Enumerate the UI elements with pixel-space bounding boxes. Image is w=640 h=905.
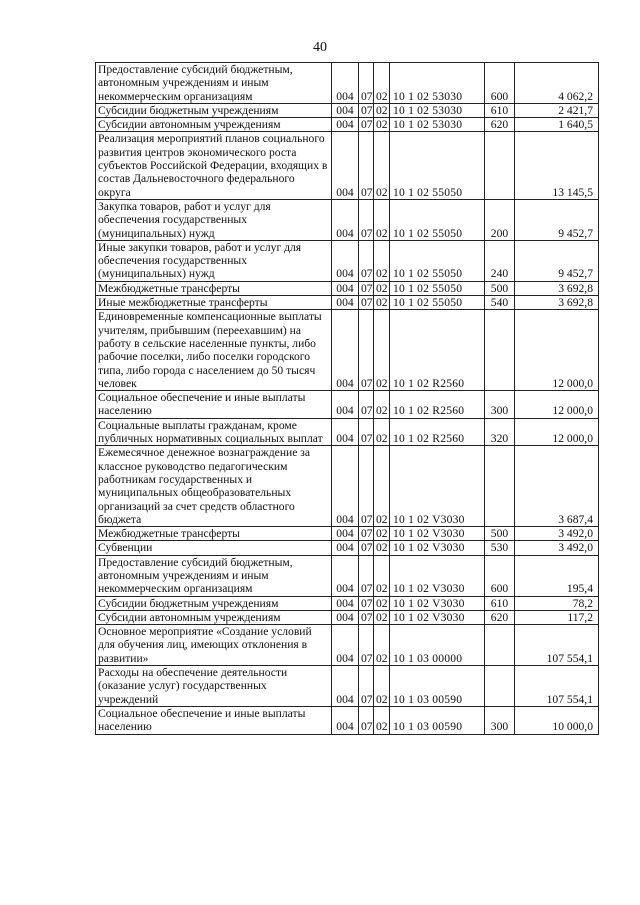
expense-type-code — [485, 625, 515, 666]
budget-table — [95, 62, 599, 735]
target-code: 10 1 02 R2560 — [390, 418, 485, 446]
section-code: 07 — [359, 446, 374, 527]
row-name: Межбюджетные трансферты — [96, 281, 332, 295]
target-code: 10 1 03 00000 — [390, 625, 485, 666]
amount: 195,4 — [515, 555, 599, 596]
ministry-code: 004 — [332, 527, 359, 541]
section-code: 07 — [359, 527, 374, 541]
ministry-code: 004 — [332, 310, 359, 391]
expense-type-code — [485, 132, 515, 199]
target-code: 10 1 03 00590 — [390, 666, 485, 707]
expense-type-code: 620 — [485, 610, 515, 624]
section-code: 07 — [359, 625, 374, 666]
expense-type-code: 600 — [485, 63, 515, 104]
table-row — [96, 310, 599, 391]
section-code: 07 — [359, 391, 374, 419]
expense-type-code: 620 — [485, 118, 515, 132]
expense-type-code: 240 — [485, 240, 515, 281]
table-row — [96, 103, 599, 117]
table-row — [96, 240, 599, 281]
amount: 107 554,1 — [515, 625, 599, 666]
section-code: 07 — [359, 418, 374, 446]
row-name: Предоставление субсидий бюджетным, автономным учреждениям и иным некоммерческим организациям — [96, 63, 332, 104]
table-row — [96, 391, 599, 419]
amount: 9 452,7 — [515, 240, 599, 281]
row-name: Субвенции — [96, 541, 332, 555]
target-code: 10 1 02 55050 — [390, 132, 485, 199]
target-code: 10 1 02 V3030 — [390, 610, 485, 624]
amount: 1 640,5 — [515, 118, 599, 132]
subsection-code: 02 — [374, 132, 390, 199]
row-name: Ежемесячное денежное вознаграждение за классное руководство педагогическим работникам государственных и муниципальных общеобразовательных организаций за счет средств областного бюджета — [96, 446, 332, 527]
row-name: Социальное обеспечение и иные выплаты населению — [96, 706, 332, 734]
expense-type-code: 300 — [485, 706, 515, 734]
expense-type-code: 610 — [485, 103, 515, 117]
row-name: Реализация мероприятий планов социального развития центров экономического роста субъектов Российской Федерации, входящих в состав Дальневосточного федерального округа — [96, 132, 332, 199]
row-name: Межбюджетные трансферты — [96, 527, 332, 541]
section-code: 07 — [359, 555, 374, 596]
section-code: 07 — [359, 103, 374, 117]
target-code: 10 1 02 V3030 — [390, 596, 485, 610]
row-name: Социальные выплаты гражданам, кроме публичных нормативных социальных выплат — [96, 418, 332, 446]
target-code: 10 1 02 53030 — [390, 63, 485, 104]
ministry-code: 004 — [332, 391, 359, 419]
amount: 10 000,0 — [515, 706, 599, 734]
amount: 117,2 — [515, 610, 599, 624]
table-row — [96, 296, 599, 310]
section-code: 07 — [359, 199, 374, 240]
target-code: 10 1 02 V3030 — [390, 527, 485, 541]
table-row — [96, 555, 599, 596]
subsection-code: 02 — [374, 541, 390, 555]
ministry-code: 004 — [332, 199, 359, 240]
subsection-code: 02 — [374, 418, 390, 446]
expense-type-code: 540 — [485, 296, 515, 310]
target-code: 10 1 02 V3030 — [390, 541, 485, 555]
target-code: 10 1 02 53030 — [390, 118, 485, 132]
expense-type-code — [485, 666, 515, 707]
subsection-code: 02 — [374, 118, 390, 132]
page-number: 40 — [313, 40, 327, 55]
target-code: 10 1 02 55050 — [390, 199, 485, 240]
table-body — [96, 63, 599, 735]
section-code: 07 — [359, 706, 374, 734]
row-name: Социальное обеспечение и иные выплаты населению — [96, 391, 332, 419]
ministry-code: 004 — [332, 281, 359, 295]
row-name: Субсидии автономным учреждениям — [96, 610, 332, 624]
ministry-code: 004 — [332, 596, 359, 610]
expense-type-code: 530 — [485, 541, 515, 555]
subsection-code: 02 — [374, 391, 390, 419]
ministry-code: 004 — [332, 240, 359, 281]
section-code: 07 — [359, 296, 374, 310]
ministry-code: 004 — [332, 541, 359, 555]
section-code: 07 — [359, 596, 374, 610]
row-name: Субсидии автономным учреждениям — [96, 118, 332, 132]
ministry-code: 004 — [332, 63, 359, 104]
table-row — [96, 527, 599, 541]
section-code: 07 — [359, 310, 374, 391]
target-code: 10 1 02 V3030 — [390, 446, 485, 527]
section-code: 07 — [359, 281, 374, 295]
target-code: 10 1 02 R2560 — [390, 391, 485, 419]
table-row — [96, 625, 599, 666]
table-row — [96, 281, 599, 295]
expense-type-code: 500 — [485, 527, 515, 541]
subsection-code: 02 — [374, 199, 390, 240]
ministry-code: 004 — [332, 610, 359, 624]
subsection-code: 02 — [374, 625, 390, 666]
ministry-code: 004 — [332, 296, 359, 310]
subsection-code: 02 — [374, 706, 390, 734]
expense-type-code: 500 — [485, 281, 515, 295]
subsection-code: 02 — [374, 63, 390, 104]
section-code: 07 — [359, 63, 374, 104]
amount: 4 062,2 — [515, 63, 599, 104]
row-name: Единовременные компенсационные выплаты учителям, прибывшим (переехавшим) на работу в сельские населенные пункты, либо рабочие поселки, либо поселки городского типа, либо города с населением до 50 тысяч человек — [96, 310, 332, 391]
expense-type-code: 610 — [485, 596, 515, 610]
subsection-code: 02 — [374, 103, 390, 117]
table-row — [96, 446, 599, 527]
ministry-code: 004 — [332, 625, 359, 666]
row-name: Основное мероприятие «Создание условий для обучения лиц, имеющих отклонения в развитии» — [96, 625, 332, 666]
amount: 3 687,4 — [515, 446, 599, 527]
subsection-code: 02 — [374, 527, 390, 541]
subsection-code: 02 — [374, 446, 390, 527]
amount: 107 554,1 — [515, 666, 599, 707]
amount: 12 000,0 — [515, 310, 599, 391]
target-code: 10 1 03 00590 — [390, 706, 485, 734]
amount: 3 492,0 — [515, 541, 599, 555]
subsection-code: 02 — [374, 281, 390, 295]
amount: 9 452,7 — [515, 199, 599, 240]
ministry-code: 004 — [332, 706, 359, 734]
amount: 3 692,8 — [515, 296, 599, 310]
target-code: 10 1 02 53030 — [390, 103, 485, 117]
section-code: 07 — [359, 541, 374, 555]
subsection-code: 02 — [374, 310, 390, 391]
expense-type-code — [485, 310, 515, 391]
amount: 3 492,0 — [515, 527, 599, 541]
table-row — [96, 610, 599, 624]
amount: 12 000,0 — [515, 391, 599, 419]
row-name: Субсидии бюджетным учреждениям — [96, 103, 332, 117]
amount: 12 000,0 — [515, 418, 599, 446]
row-name: Иные закупки товаров, работ и услуг для обеспечения государственных (муниципальных) нужд — [96, 240, 332, 281]
target-code: 10 1 02 R2560 — [390, 310, 485, 391]
subsection-code: 02 — [374, 555, 390, 596]
row-name: Закупка товаров, работ и услуг для обеспечения государственных (муниципальных) нужд — [96, 199, 332, 240]
expense-type-code: 600 — [485, 555, 515, 596]
ministry-code: 004 — [332, 118, 359, 132]
subsection-code: 02 — [374, 610, 390, 624]
table-row — [96, 706, 599, 734]
expense-type-code: 320 — [485, 418, 515, 446]
subsection-code: 02 — [374, 666, 390, 707]
target-code: 10 1 02 V3030 — [390, 555, 485, 596]
table-row — [96, 541, 599, 555]
table-row — [96, 418, 599, 446]
expense-type-code: 200 — [485, 199, 515, 240]
row-name: Предоставление субсидий бюджетным, автономным учреждениям и иным некоммерческим организациям — [96, 555, 332, 596]
ministry-code: 004 — [332, 555, 359, 596]
subsection-code: 02 — [374, 596, 390, 610]
target-code: 10 1 02 55050 — [390, 240, 485, 281]
table-row — [96, 199, 599, 240]
section-code: 07 — [359, 118, 374, 132]
section-code: 07 — [359, 610, 374, 624]
amount: 2 421,7 — [515, 103, 599, 117]
subsection-code: 02 — [374, 240, 390, 281]
ministry-code: 004 — [332, 666, 359, 707]
subsection-code: 02 — [374, 296, 390, 310]
table-row — [96, 118, 599, 132]
ministry-code: 004 — [332, 132, 359, 199]
table-row — [96, 666, 599, 707]
expense-type-code: 300 — [485, 391, 515, 419]
table-row — [96, 63, 599, 104]
target-code: 10 1 02 55050 — [390, 296, 485, 310]
ministry-code: 004 — [332, 103, 359, 117]
section-code: 07 — [359, 240, 374, 281]
ministry-code: 004 — [332, 418, 359, 446]
section-code: 07 — [359, 666, 374, 707]
amount: 78,2 — [515, 596, 599, 610]
section-code: 07 — [359, 132, 374, 199]
table-row — [96, 596, 599, 610]
target-code: 10 1 02 55050 — [390, 281, 485, 295]
amount: 3 692,8 — [515, 281, 599, 295]
amount: 13 145,5 — [515, 132, 599, 199]
row-name: Расходы на обеспечение деятельности (оказание услуг) государственных учреждений — [96, 666, 332, 707]
row-name: Субсидии бюджетным учреждениям — [96, 596, 332, 610]
expense-type-code — [485, 446, 515, 527]
ministry-code: 004 — [332, 446, 359, 527]
table-row — [96, 132, 599, 199]
row-name: Иные межбюджетные трансферты — [96, 296, 332, 310]
